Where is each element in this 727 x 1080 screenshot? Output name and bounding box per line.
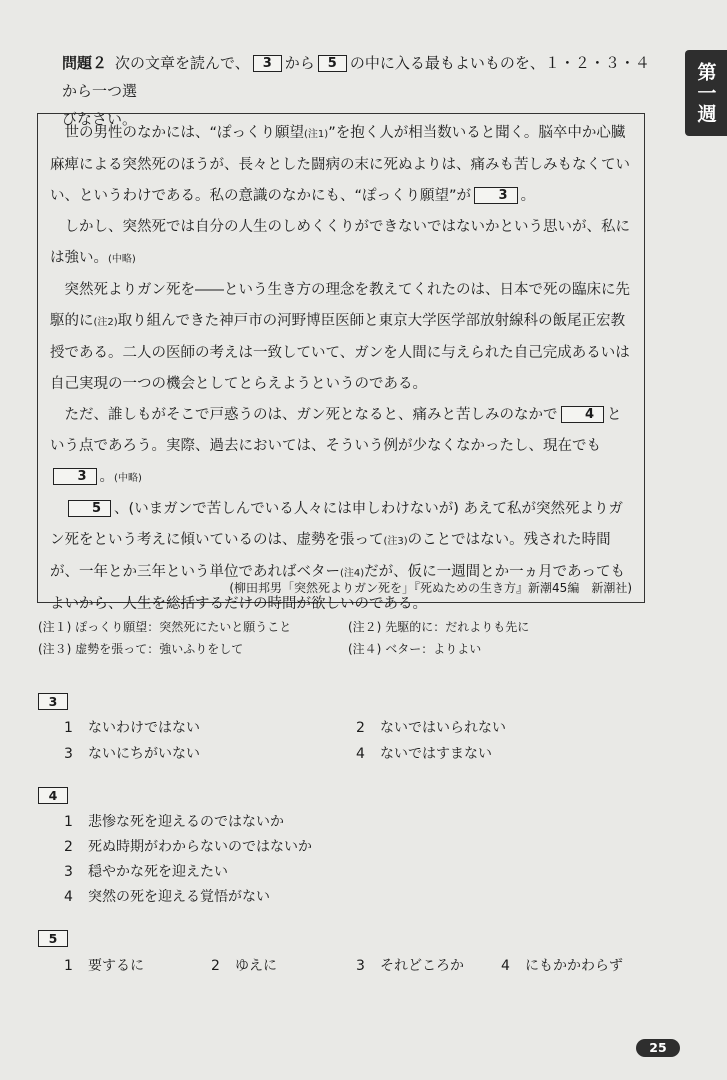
q3-option-4[interactable]	[356, 743, 492, 763]
p1-text-a: 世の男性のなかには、“ぽっくり願望	[64, 125, 305, 141]
q3-option-1[interactable]	[64, 717, 200, 737]
footnote-3	[38, 640, 243, 657]
p2-text: しかし、突然死では自分の人生のしめくくりができないではないかという思いが、私には強い。	[50, 219, 630, 266]
footnote-1	[38, 618, 291, 635]
q3-option-2[interactable]	[356, 717, 506, 737]
option-number: 3	[356, 958, 365, 974]
p4-text-a: ただ、誰しもがそこで戸惑うのは、ガン死となると、痛みと苦しみのなかで	[64, 407, 558, 423]
footnote-text: 虚勢を張って：強いふりをして	[75, 642, 244, 656]
note-ref-3: (注3)	[383, 536, 408, 547]
option-text: ないではいられない	[380, 720, 506, 736]
option-number: 4	[356, 746, 365, 762]
option-number: 3	[64, 864, 73, 880]
question-3-number: 3	[38, 693, 68, 710]
footnote-label: (注２)	[348, 620, 382, 634]
blank-5: 5	[68, 500, 112, 517]
q5-option-3[interactable]	[356, 955, 464, 975]
paragraph-1	[50, 118, 634, 212]
q3-option-3[interactable]	[64, 743, 200, 763]
week-tab: 第一週	[685, 50, 727, 136]
p3-text-a: 突然死よりガン死を――という生き方の理念を教えてくれたのは、日本で死の臨床に先駆的に	[50, 282, 630, 329]
option-number: 4	[501, 958, 510, 974]
note-ref-4: (注4)	[340, 568, 365, 579]
paragraph-4	[50, 400, 634, 494]
instruction-text-b: から	[284, 54, 315, 72]
option-number: 1	[64, 720, 73, 736]
option-number: 4	[64, 889, 73, 905]
option-text: ゆえに	[235, 958, 277, 974]
q4-option-4[interactable]	[64, 886, 270, 906]
option-number: 2	[64, 839, 73, 855]
option-text: 突然の死を迎える覚悟がない	[88, 889, 270, 905]
option-number: 1	[64, 814, 73, 830]
option-text: それどころか	[380, 958, 464, 974]
paragraph-3	[50, 275, 634, 400]
blank-3: 3	[474, 187, 518, 204]
page-number: 25	[636, 1039, 680, 1057]
source-citation: (柳田邦男「突然死よりガン死を」『死ぬための生き方』新潮45編 新潮社)	[229, 581, 632, 595]
footnote-text: 先駆的に：だれよりも先に	[385, 620, 530, 634]
footnote-2	[348, 618, 529, 635]
p1-text-b: ”を抱く人が相当数いると聞く。脳卒中か心臓麻痺による突然死のほうが、長々とした闘病の末に死ぬよりは、痛みも苦しみもなくていい、というわけである。私の意識のなかにも、“ぽっくり願望”が	[50, 125, 630, 204]
blank-box-from: 3	[253, 55, 282, 72]
note-ref-1: (注1)	[304, 129, 329, 140]
option-number: 1	[64, 958, 73, 974]
footnote-text: ベター：よりよい	[385, 642, 482, 656]
footnote-4	[348, 640, 481, 657]
option-text: 要するに	[88, 958, 144, 974]
option-text: ないにちがいない	[88, 746, 200, 762]
p5-text-b: のことではない。残された時間が、一年とか三年という単位であればベター	[50, 532, 611, 580]
question-5-number: 5	[38, 930, 68, 947]
instruction-text-d: びなさい。	[62, 110, 138, 128]
question-label: 問題２	[62, 54, 108, 72]
option-text: 穏やかな死を迎えたい	[88, 864, 228, 880]
option-number: 2	[211, 958, 220, 974]
instruction-text-c: の中に入る最もよいものを、１・２・３・４から一つ選	[62, 54, 650, 100]
p3-text-b: 取り組んできた神戸市の河野博臣医師と東京大学医学部放射線科の飯尾正宏教授である。二人の医師の考えは一致していて、ガンを人間に与えられた自己完成あるいは自己実現の一つの機会としてとらえようというのである。	[50, 313, 630, 392]
q5-option-4[interactable]	[501, 955, 623, 975]
footnote-label: (注１)	[38, 620, 72, 634]
reading-passage	[37, 113, 645, 612]
option-text: ないではすまない	[380, 746, 492, 762]
option-text: ないわけではない	[88, 720, 200, 736]
option-number: 3	[64, 746, 73, 762]
paragraph-5	[50, 494, 634, 620]
q4-option-1[interactable]	[64, 811, 284, 831]
blank-3-second: 3	[53, 468, 97, 485]
omission-mark-2: (中略)	[114, 473, 142, 484]
instruction-text-a: 次の文章を読んで、	[115, 54, 250, 72]
option-text: にもかかわらず	[525, 958, 623, 974]
p4-text-b: という点であろう。実際、過去においては、そういう例が少なくなかったし、現在でも	[50, 407, 622, 454]
blank-4: 4	[561, 406, 605, 423]
option-text: 悲惨な死を迎えるのではないか	[88, 814, 284, 830]
p4-text-c: 。	[99, 469, 115, 485]
q5-option-1[interactable]	[64, 955, 144, 975]
q4-option-2[interactable]	[64, 836, 312, 856]
q5-option-2[interactable]	[211, 955, 277, 975]
option-number: 2	[356, 720, 365, 736]
paragraph-2	[50, 212, 634, 275]
p5-text-a: 、(いまガンで苦しんでいる人々には申しわけないが) あえて私が突然死よりガン死をという考えに傾いているのは、虚勢を張って	[50, 501, 623, 548]
question-4-number: 4	[38, 787, 68, 804]
option-text: 死ぬ時期がわからないのではないか	[88, 839, 312, 855]
q4-option-3[interactable]	[64, 861, 228, 881]
p5-text-c: だが、仮に一週間とか一ヵ月であってもよいから、人生を総括するだけの時間が欲しいのである。	[50, 564, 626, 612]
omission-mark: (中略)	[108, 254, 136, 265]
footnote-text: ぽっくり願望：突然死にたいと願うこと	[75, 620, 292, 634]
p1-text-c: 。	[520, 188, 536, 204]
note-ref-2: (注2)	[93, 317, 118, 328]
blank-box-to: 5	[318, 55, 347, 72]
footnote-label: (注４)	[348, 642, 382, 656]
footnote-label: (注３)	[38, 642, 72, 656]
